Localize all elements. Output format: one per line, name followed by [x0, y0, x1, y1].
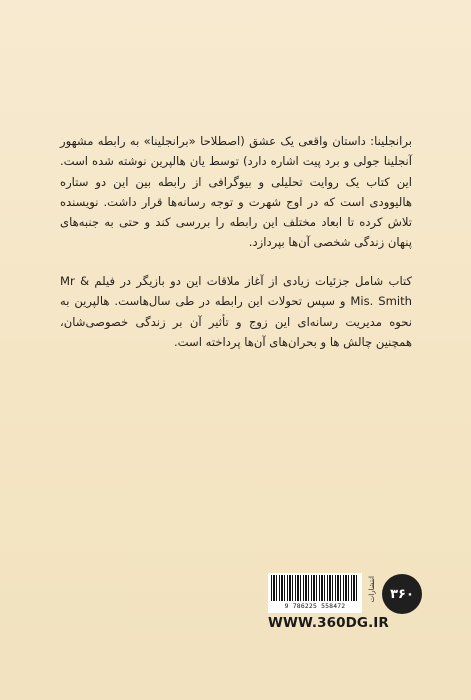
publisher-block — [256, 564, 424, 632]
synopsis-paragraph-1: برانجلینا: داستان واقعی یک عشق (اصطلاحا «برانجلینا» به رابطه مشهور آنجلینا جولی و برد پیت اشاره دارد) توسط یان هالپرین نوشته شده است. این کتاب یک روایت تحلیلی و بیوگرافی از رابطه بین این دو ستاره هالیوودی است که در اوج شهرت و توجه رسانه‌ها قرار داشت. نویسنده تلاش کرده تا ابعاد مختلف این رابطه را بررسی کند و حتی به جنبه‌های پنهان زندگی شخصی آن‌ها بپردازد. — [60, 134, 412, 250]
barcode-digits: 9 786225 558472 — [284, 602, 346, 610]
synopsis-paragraph-2: کتاب شامل جزئیات زیادی از آغاز ملاقات این دو بازیگر در فیلم Mr & Mis. Smith و سپس تحولات این رابطه در طی سال‌هاست. هالپرین به نحوه مدیریت رسانه‌ای این زوج و تأثیر آن بر زندگی خصوصی‌شان، همچنین چالش ها و بحران‌های آن‌ها پرداخته است. — [60, 274, 412, 349]
isbn-barcode — [268, 573, 362, 613]
publisher-logo-number: ۳۶۰ — [390, 586, 414, 602]
barcode-bars — [271, 575, 359, 601]
publisher-logo-icon — [382, 574, 422, 614]
publisher-logo-label: انتشارات — [368, 576, 376, 603]
publisher-website: WWW.360DG.IR — [268, 615, 389, 631]
